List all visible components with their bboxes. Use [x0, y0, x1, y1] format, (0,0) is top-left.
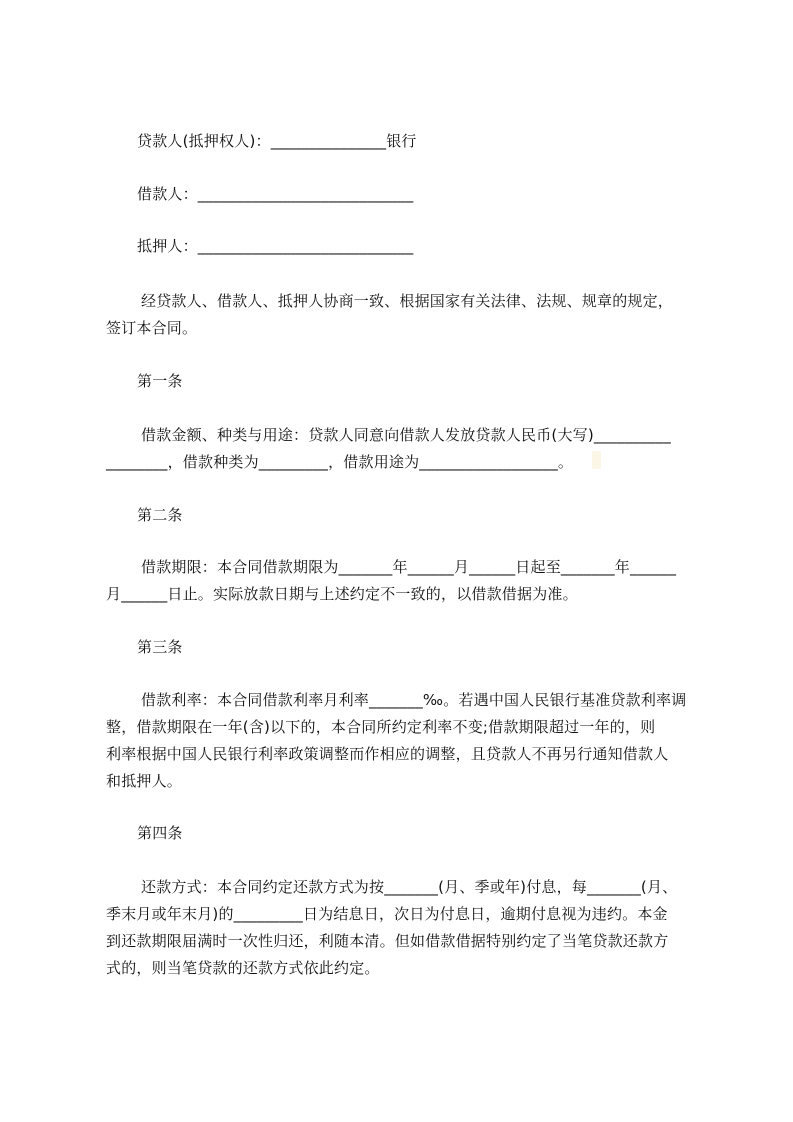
- article-line: 借款利率：本合同借款利率月利率_______‰。若遇中国人民银行基准贷款利率调: [141, 691, 687, 709]
- article-line: 利率根据中国人民银行利率政策调整而作相应的调整，且贷款人不再另行通知借款人: [106, 745, 669, 763]
- article-heading: 第二条: [137, 506, 183, 524]
- article-heading: 第四条: [137, 824, 183, 842]
- mortgagor-line: 抵押人：____________________________: [137, 237, 414, 255]
- article-line: 式的，则当笔贷款的还款方式依此约定。: [106, 959, 380, 977]
- article-line: 季末月或年末月)的_________日为结息日，次日为付息日，逾期付息视为违约。本金: [106, 905, 668, 923]
- article-heading: 第一条: [137, 372, 183, 390]
- article-line: ________，借款种类为_________，借款用途为__________________。: [106, 453, 574, 471]
- article-line: 还款方式：本合同约定还款方式为按_______(月、季或年)付息，每_______(月、: [141, 878, 678, 896]
- article-line: 到还款期限届满时一次性归还，利随本清。但如借款借据特别约定了当笔贷款还款方: [106, 932, 669, 950]
- article-heading: 第三条: [137, 638, 183, 656]
- highlight-marker: [592, 451, 601, 469]
- borrower-line: 借款人：____________________________: [137, 185, 414, 203]
- lender-line: 贷款人(抵押权人)：_______________银行: [137, 132, 417, 150]
- article-line: 整，借款期限在一年(含)以下的，本合同所约定利率不变;借款期限超过一年的，则: [106, 718, 656, 736]
- article-line: 和抵押人。: [106, 772, 183, 790]
- article-line: 借款金额、种类与用途：贷款人同意向借款人发放贷款人民币(大写)__________: [141, 426, 671, 444]
- article-line: 借款期限：本合同借款期限为_______年______月______日起至_______年______: [141, 558, 677, 576]
- intro-line: 签订本合同。: [106, 319, 198, 337]
- intro-line: 经贷款人、借款人、抵押人协商一致、根据国家有关法律、法规、规章的规定，: [141, 292, 674, 310]
- article-line: 月______日止。实际放款日期与上述约定不一致的，以借款借据为准。: [106, 585, 578, 603]
